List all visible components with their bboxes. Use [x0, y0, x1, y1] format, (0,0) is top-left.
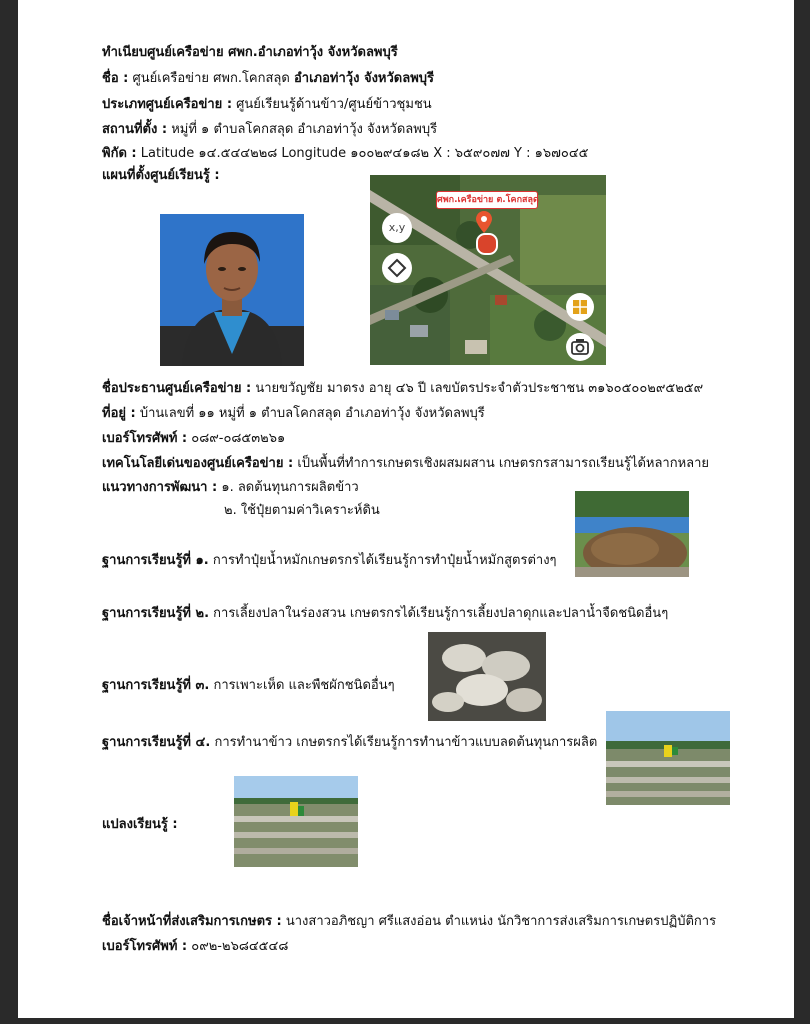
officer-phone-row	[102, 938, 288, 956]
map-label: แผนที่ตั้งศูนย์เรียนรู้ :	[102, 168, 220, 183]
current-location-marker	[476, 233, 498, 255]
learning-plot-label: แปลงเรียนรู้ :	[102, 817, 178, 832]
coordinate-value: Latitude ๑๔.๕๔๔๒๒๘ Longitude ๑๐๐๒๙๔๑๘๒ X : ๖๕๙๐๗๗ Y : ๑๖๗๐๔๕	[140, 146, 589, 161]
name-row	[102, 70, 434, 88]
chairman-label: ชื่อประธานศูนย์เครือข่าย :	[102, 381, 252, 396]
document-title: ทำเนียบศูนย์เครือข่าย ศพก.อำเภอท่าวุ้ง จังหวัดลพบุรี	[102, 45, 398, 60]
compass-button[interactable]	[382, 253, 412, 283]
station-4-row	[102, 734, 597, 752]
location-row	[102, 121, 437, 139]
station-4-text: การทำนาข้าว เกษตรกรได้เรียนรู้การทำนาข้าวแบบลดต้นทุนการผลิต	[214, 735, 598, 750]
chairman-phone-row	[102, 430, 285, 448]
chairman-phone-value: ๐๘๙-๐๘๕๓๒๖๑	[191, 431, 286, 446]
station-1-label: ฐานการเรียนรู้ที่ ๑.	[102, 553, 209, 568]
chairman-value: นายขวัญชัย มาตรง อายุ ๔๖ ปี เลขบัตรประจำตัวประชาชน ๓๑๖๐๕๐๐๒๙๕๒๕๙	[255, 381, 704, 396]
map-pin-icon[interactable]	[476, 211, 492, 233]
type-label: ประเภทศูนย์เครือข่าย :	[102, 97, 233, 112]
station-3-label: ฐานการเรียนรู้ที่ ๓.	[102, 678, 210, 693]
address-value: บ้านเลขที่ ๑๑ หมู่ที่ ๑ ตำบลโคกสลุด อำเภอท่าวุ้ง จังหวัดลพบุรี	[139, 406, 485, 421]
station-2-label: ฐานการเรียนรู้ที่ ๒.	[102, 606, 210, 621]
station-3-photo	[428, 632, 546, 721]
station-2-row	[102, 605, 668, 623]
chairman-row	[102, 380, 703, 398]
address-label: ที่อยู่ :	[102, 406, 136, 421]
document-page	[18, 0, 794, 1018]
development-row	[102, 479, 359, 497]
location-value: หมู่ที่ ๑ ตำบลโคกสลุด อำเภอท่าวุ้ง จังหวัดลพบุรี	[171, 122, 438, 137]
station-1-photo	[575, 491, 689, 577]
type-value: ศูนย์เรียนรู้ด้านข้าว/ศูนย์ข้าวชุมชน	[236, 97, 432, 112]
name-value-bold: อำเภอท่าวุ้ง จังหวัดลพบุรี	[293, 71, 435, 86]
technology-row	[102, 455, 709, 473]
officer-row	[102, 913, 716, 931]
xy-button[interactable]: x,y	[382, 213, 412, 243]
learning-plot-photo	[234, 776, 358, 867]
location-map[interactable]	[370, 175, 606, 365]
technology-value: เป็นพื้นที่ทำการเกษตรเชิงผสมผสาน เกษตรกรสามารถเรียนรู้ได้หลากหลาย	[297, 456, 710, 471]
development-item-1: ๑. ลดต้นทุนการผลิตข้าว	[221, 480, 359, 495]
officer-label: ชื่อเจ้าหน้าที่ส่งเสริมการเกษตร :	[102, 914, 282, 929]
coordinate-row	[102, 145, 589, 163]
station-3-text: การเพาะเห็ด และพืชผักชนิดอื่นๆ	[213, 678, 395, 693]
camera-icon	[566, 333, 594, 361]
chairman-portrait	[160, 214, 304, 366]
station-2-text: การเลี้ยงปลาในร่องสวน เกษตรกรได้เรียนรู้การเลี้ยงปลาดุกและปลาน้ำจืดชนิดอื่นๆ	[213, 606, 669, 621]
officer-phone-label: เบอร์โทรศัพท์ :	[102, 939, 188, 954]
technology-label: เทคโนโลยีเด่นของศูนย์เครือข่าย :	[102, 456, 294, 471]
name-label: ชื่อ :	[102, 71, 129, 86]
station-4-label: ฐานการเรียนรู้ที่ ๔.	[102, 735, 211, 750]
station-1-text: การทำปุ๋ยน้ำหมักเกษตรกรได้เรียนรู้การทำปุ๋ยน้ำหมักสูตรต่างๆ	[212, 553, 557, 568]
address-row	[102, 405, 485, 423]
camera-button[interactable]	[566, 333, 594, 361]
name-value: ศูนย์เครือข่าย ศพก.โคกสลุด	[132, 71, 290, 86]
coordinate-label: พิกัด :	[102, 146, 137, 161]
chairman-phone-label: เบอร์โทรศัพท์ :	[102, 431, 188, 446]
station-1-row	[102, 552, 557, 570]
grid-icon	[566, 293, 594, 321]
development-label: แนวทางการพัฒนา :	[102, 480, 218, 495]
officer-phone-value: ๐๙๒-๒๖๘๔๕๔๘	[191, 939, 289, 954]
map-pin-label: ศพก.เครือข่าย ต.โคกสลุด	[436, 191, 538, 209]
layers-button[interactable]	[566, 293, 594, 321]
officer-value: นางสาวอภิชญา ศรีแสงอ่อน ตำแหน่ง นักวิชาการส่งเสริมการเกษตรปฏิบัติการ	[285, 914, 717, 929]
compass-icon	[382, 253, 412, 283]
location-label: สถานที่ตั้ง :	[102, 122, 168, 137]
station-3-row	[102, 677, 395, 695]
development-item-2: ๒. ใช้ปุ๋ยตามค่าวิเคราะห์ดิน	[224, 503, 380, 518]
type-row	[102, 96, 432, 114]
station-4-photo	[606, 711, 730, 805]
